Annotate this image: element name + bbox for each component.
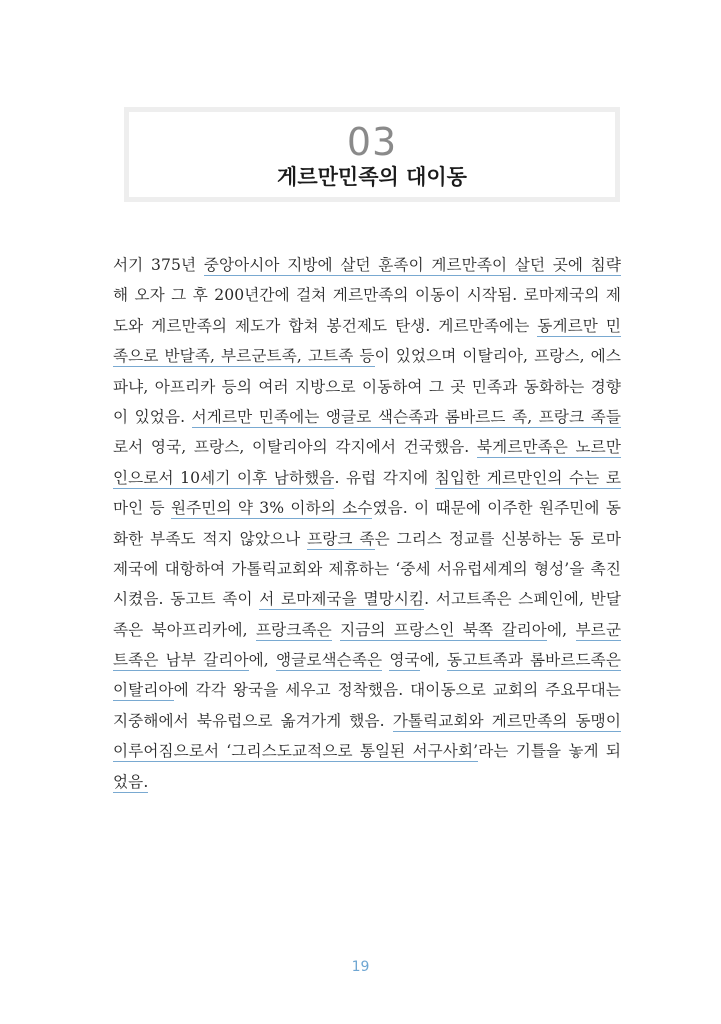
text-line xyxy=(113,280,621,310)
underlined-text: 프랑크족은 xyxy=(255,620,332,639)
text-segment: 에, xyxy=(419,651,448,670)
text-segment: 에, xyxy=(248,651,277,670)
underlined-text: 영국 xyxy=(389,651,420,670)
text-segment: 이 있었음. xyxy=(113,407,192,426)
underlined-text: 이탈리아 xyxy=(113,681,174,700)
text-segment: 도와 게르만족의 제도가 합쳐 봉건제도 탄생. 게르만족에는 xyxy=(113,316,538,335)
text-line xyxy=(113,493,621,523)
text-segment: 이 있었으며 이탈리아, 프랑스, 에스 xyxy=(374,347,621,366)
text-line xyxy=(113,584,621,614)
text-segment: 시켰음. 동고트 족이 xyxy=(113,590,260,609)
text-segment: 로서 영국, 프랑스, 이탈리아의 각지에서 건국했음. xyxy=(113,438,477,457)
underlined-text: 프랑크 족 xyxy=(307,529,375,548)
underlined-text: 이루어짐으로서 ‘그리스도교적으로 통일된 서구사회’ xyxy=(113,742,479,761)
chapter-title-inner xyxy=(129,112,615,197)
text-line xyxy=(113,554,621,584)
text-segment: 서기 375년 xyxy=(113,256,204,274)
underlined-text: 인으로서 10세기 이후 남하했음 xyxy=(113,468,335,487)
underlined-text: 었음. xyxy=(113,772,149,791)
text-segment: 라는 기틀을 놓게 되 xyxy=(478,742,621,761)
text-line xyxy=(113,645,621,675)
text-line xyxy=(113,402,621,432)
underlined-text: 족으로 반달족, 부르군트족, 고트족 등 xyxy=(113,347,375,366)
text-segment: 파냐, 아프리카 등의 여러 지방으로 이동하여 그 곳 민족과 동화하는 경향 xyxy=(113,377,621,396)
text-segment: 화한 부족도 적지 않았으나 xyxy=(113,529,308,548)
text-segment: 족은 북아프리카에, xyxy=(113,620,256,639)
text-segment: . 서고트족은 스페인에, 반달 xyxy=(424,590,621,609)
underlined-text: 동고트족과 롬바르드족은 xyxy=(447,651,622,670)
underlined-text: 가톨릭교회와 게르만족의 동맹이 xyxy=(392,711,622,730)
text-line xyxy=(113,341,621,371)
text-line xyxy=(113,372,621,402)
underlined-text: 서 로마제국을 멸망시킴 xyxy=(259,590,425,609)
text-line xyxy=(113,736,621,766)
text-segment: 은 그리스 정교를 신봉하는 동 로마 xyxy=(374,529,622,548)
underlined-text: 침입한 게르만인의 수는 로 xyxy=(434,468,621,487)
underlined-text: 앵글로색슨족은 xyxy=(276,651,383,670)
underlined-text: 원주민의 약 3% 이하의 소수 xyxy=(170,499,373,518)
underlined-text: 동게르만 민 xyxy=(537,316,621,335)
underlined-text: 지금의 프랑스인 북쪽 갈리아 xyxy=(340,620,547,639)
underlined-text: 중앙아시아 지방에 살던 훈족이 게르만족이 살던 곳에 침략 xyxy=(203,256,621,274)
underlined-text: 서게르만 민족에는 앵글로 색슨족과 롬바르드 족, 프랑크 족들 xyxy=(191,407,622,426)
underlined-text: 부르군 xyxy=(575,620,622,639)
body-paragraph xyxy=(113,250,621,797)
text-line xyxy=(113,250,621,280)
chapter-number: 03 xyxy=(346,120,398,164)
text-line xyxy=(113,706,621,736)
chapter-title: 게르만민족의 대이동 xyxy=(277,165,467,189)
text-line xyxy=(113,463,621,493)
text-segment: 였음. 이 때문에 이주한 원주민에 동 xyxy=(372,499,621,518)
underlined-text: 트족은 남부 갈리아 xyxy=(113,651,249,670)
text-line xyxy=(113,615,621,645)
text-line xyxy=(113,524,621,554)
text-line xyxy=(113,311,621,341)
text-segment: 에 각각 왕국을 세우고 정착했음. 대이동으로 교회의 주요무대는 xyxy=(173,681,621,700)
text-segment: 제국에 대항하여 가톨릭교회와 제휴하는 ‘중세 서유럽세계의 형성’을 촉진 xyxy=(113,559,621,578)
text-segment: 에, xyxy=(546,620,576,639)
text-line xyxy=(113,767,621,797)
text-segment: 지중해에서 북유럽으로 옮겨가게 했음. xyxy=(113,711,393,730)
page-number: 19 xyxy=(351,959,370,975)
chapter-title-box xyxy=(124,107,620,202)
text-segment xyxy=(332,621,340,639)
text-line xyxy=(113,432,621,462)
text-segment: . 유럽 각지에 xyxy=(334,468,435,487)
text-segment: 마인 등 xyxy=(113,499,171,518)
underlined-text: 북게르만족은 노르만 xyxy=(476,438,621,457)
text-segment: 해 오자 그 후 200년간에 걸쳐 게르만족의 이동이 시작됨. 로마제국의 제 xyxy=(113,286,621,305)
text-line xyxy=(113,675,621,705)
